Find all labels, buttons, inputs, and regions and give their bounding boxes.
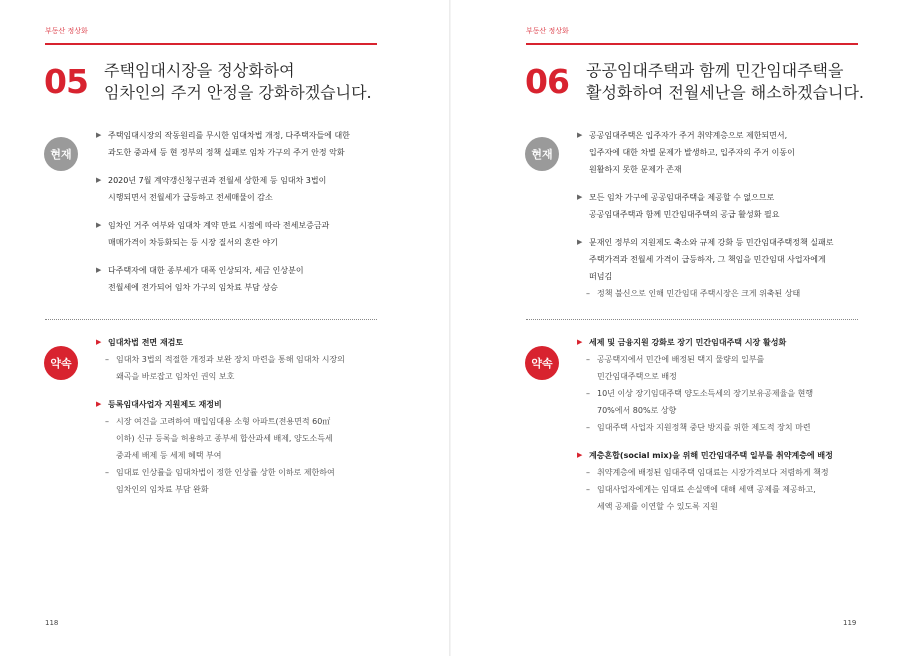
dotted-divider (45, 319, 377, 320)
promise-heading: ▶ 계층혼합(social mix)을 위해 민간임대주택 일부를 취약계층에 배정 (577, 447, 833, 464)
promise-heading: ▶ 세제 및 금융지원 강화로 장기 민간임대주택 시장 활성화 (577, 334, 833, 351)
current-badge: 현재 (525, 137, 559, 171)
promise-sub: – 임대주택 사업자 지원정책 중단 방지를 위한 제도적 장치 마련 (586, 423, 811, 432)
arrow-icon: ▶ (96, 266, 102, 274)
promise-sub: – 시장 여건을 고려하여 매입임대용 소형 아파트(전용면적 60㎡ 이하) 신규 등록을 허용하고 종부세 합산과세 배제, 양도소득세 중과세 배제 등 세제 혜택 부여 (105, 417, 333, 460)
list-item: ▶ 임차인 거주 여부와 임대차 계약 만료 시점에 따라 전세보증금과 매매가격이 차등화되는 등 시장 질서의 혼란 야기 (96, 217, 350, 251)
title-line: 활성화하여 전월세난을 해소하겠습니다. (586, 83, 865, 102)
section-number: 06 (525, 62, 569, 101)
arrow-icon: ▶ (577, 451, 583, 459)
promise-list (96, 334, 345, 498)
page-number: 119 (843, 619, 857, 627)
promise-list (577, 334, 833, 515)
arrow-icon: ▶ (577, 338, 583, 346)
list-sub: – 정책 불신으로 인해 민간임대 주택시장은 크게 위축된 상태 (586, 289, 801, 298)
list-item: ▶ 다주택자에 대한 종부세가 대폭 인상되자, 세금 인상분이 전월세에 전가되어 임차 가구의 임차료 부담 상승 (96, 262, 350, 296)
current-list (96, 127, 350, 296)
promise-sub: – 임대차 3법의 적절한 개정과 보완 장치 마련을 통해 임대차 시장의 왜곡을 바로잡고 임차인 권익 보호 (105, 355, 345, 381)
arrow-icon: ▶ (96, 338, 102, 346)
promise-sub: – 임대료 인상률을 임대차법이 정한 인상률 상한 이하로 제한하여 임차인의 임차료 부담 완화 (105, 468, 335, 494)
promise-badge: 약속 (44, 346, 78, 380)
arrow-icon: ▶ (96, 221, 102, 229)
running-head: 부동산 정상화 (526, 27, 569, 35)
arrow-icon: ▶ (577, 193, 583, 201)
arrow-icon: ▶ (96, 400, 102, 408)
title-line: 공공임대주택과 함께 민간임대주택을 (586, 61, 844, 80)
list-item: ▶ 문재인 정부의 지원제도 축소와 규제 강화 등 민간임대주택정책 실패로 주택가격과 전월세 가격이 급등하자, 그 책임을 민간임대 사업자에게 떠넘김 (577, 234, 833, 285)
current-badge: 현재 (44, 137, 78, 171)
title-line: 주택임대시장을 정상화하여 (104, 61, 295, 80)
top-rule (526, 43, 858, 45)
dotted-divider (526, 319, 858, 320)
current-list (577, 127, 833, 302)
promise-sub: – 10년 이상 장기임대주택 양도소득세의 장기보유공제율을 현행 70%에서 80%로 상향 (586, 389, 814, 415)
promise-heading: ▶ 임대차법 전면 재검토 (96, 334, 345, 351)
promise-sub: – 임대사업자에게는 임대료 손실액에 대해 세액 공제를 제공하고, 세액 공제를 이연할 수 있도록 지원 (586, 485, 816, 511)
arrow-icon: ▶ (96, 131, 102, 139)
promise-heading: ▶ 등록임대사업자 지원제도 재정비 (96, 396, 345, 413)
promise-badge: 약속 (525, 346, 559, 380)
right-page (450, 0, 900, 656)
promise-sub: – 공공택지에서 민간에 배정된 택지 물량의 일부를 민간임대주택으로 배정 (586, 355, 765, 381)
list-item: ▶ 공공임대주택은 입주자가 주거 취약계층으로 제한되면서, 입주자에 대한 차별 문제가 발생하고, 입주자의 주거 이동이 원활하지 못한 문제가 존재 (577, 127, 833, 178)
section-title (586, 60, 864, 104)
running-head: 부동산 정상화 (45, 27, 88, 35)
arrow-icon: ▶ (577, 238, 583, 246)
list-item: ▶ 2020년 7월 계약갱신청구권과 전월세 상한제 등 임대차 3법이 시행되면서 전월세가 급등하고 전세매물이 감소 (96, 172, 350, 206)
arrow-icon: ▶ (96, 176, 102, 184)
title-line: 임차인의 주거 안정을 강화하겠습니다. (104, 83, 372, 102)
section-number: 05 (44, 62, 88, 101)
page-number: 118 (45, 619, 59, 627)
top-rule (45, 43, 377, 45)
arrow-icon: ▶ (577, 131, 583, 139)
list-item: ▶ 주택임대시장의 작동원리를 무시한 임대차법 개정, 다주택자들에 대한 과도한 중과세 등 현 정부의 정책 실패로 임차 가구의 주거 안정 악화 (96, 127, 350, 161)
promise-sub: – 취약계층에 배정된 임대주택 임대료는 시장가격보다 저렴하게 책정 (586, 468, 829, 477)
list-item: ▶ 모든 임차 가구에 공공임대주택을 제공할 수 없으므로 공공임대주택과 함께 민간임대주택의 공급 활성화 필요 (577, 189, 833, 223)
section-title (104, 60, 372, 104)
